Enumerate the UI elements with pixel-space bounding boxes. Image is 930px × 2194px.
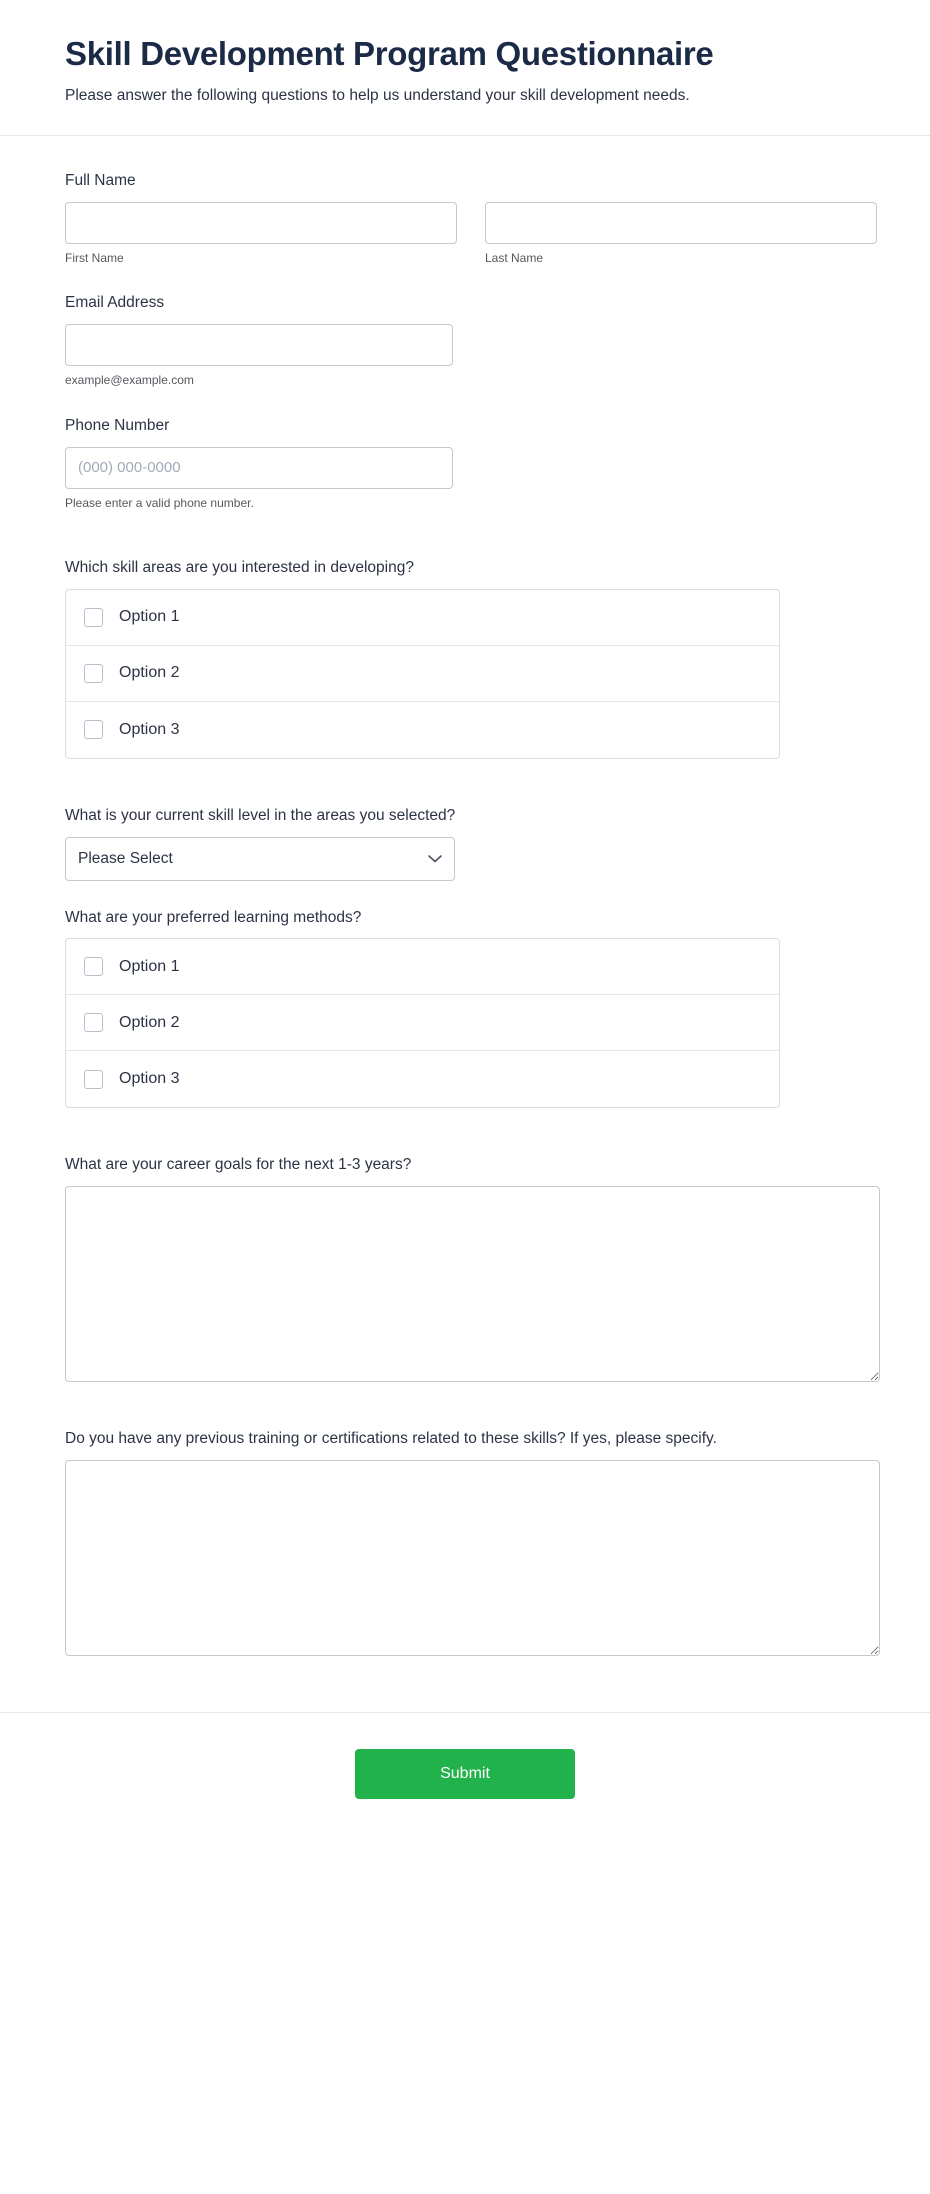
checkbox-row[interactable] xyxy=(66,702,779,758)
form-footer xyxy=(0,1712,930,1843)
form-body xyxy=(0,136,930,1712)
field-full-name xyxy=(65,170,865,266)
checkbox-row[interactable] xyxy=(66,646,779,702)
checkbox-row[interactable] xyxy=(66,1051,779,1107)
field-phone xyxy=(65,415,865,511)
checkbox-row[interactable] xyxy=(66,590,779,646)
field-email xyxy=(65,292,865,388)
checkbox-label: Option 2 xyxy=(119,1013,180,1031)
last-name-sublabel: Last Name xyxy=(485,250,544,265)
form-header xyxy=(0,0,930,136)
previous-training-textarea[interactable] xyxy=(65,1460,880,1656)
email-field[interactable] xyxy=(65,324,453,366)
checkbox-label: Option 3 xyxy=(119,720,180,738)
phone-label: Phone Number xyxy=(65,416,170,434)
submit-button[interactable]: Submit xyxy=(355,1749,575,1799)
skill-level-select-wrap xyxy=(65,837,455,881)
checkbox-label: Option 1 xyxy=(119,608,180,626)
checkbox-icon[interactable] xyxy=(84,957,103,976)
first-name-sublabel: First Name xyxy=(65,250,124,265)
checkbox-label: Option 1 xyxy=(119,957,180,975)
checkbox-label: Option 2 xyxy=(119,664,180,682)
checkbox-icon[interactable] xyxy=(84,1013,103,1032)
field-skill-level xyxy=(65,805,865,881)
checkbox-icon[interactable] xyxy=(84,720,103,739)
page-title: Skill Development Program Questionnaire xyxy=(65,35,714,72)
learning-methods-options xyxy=(65,938,780,1108)
checkbox-icon[interactable] xyxy=(84,608,103,627)
full-name-row xyxy=(65,202,865,267)
email-label: Email Address xyxy=(65,294,165,312)
checkbox-row[interactable] xyxy=(66,995,779,1051)
field-skill-areas xyxy=(65,557,865,759)
field-previous-training xyxy=(65,1428,865,1656)
checkbox-icon[interactable] xyxy=(84,1070,103,1089)
skill-level-label: What is your current skill level in the areas you selected? xyxy=(65,806,456,824)
learning-methods-label: What are your preferred learning methods? xyxy=(65,908,362,926)
skill-level-select[interactable] xyxy=(65,837,455,881)
phone-field[interactable] xyxy=(65,447,453,489)
field-career-goals xyxy=(65,1154,865,1382)
phone-sublabel: Please enter a valid phone number. xyxy=(65,495,254,510)
last-name-input[interactable] xyxy=(485,202,877,244)
skill-areas-options xyxy=(65,589,780,759)
checkbox-row[interactable] xyxy=(66,939,779,995)
first-name-col xyxy=(65,202,457,267)
checkbox-label: Option 3 xyxy=(119,1070,180,1088)
career-goals-textarea[interactable] xyxy=(65,1186,880,1382)
page-subtitle: Please answer the following questions to help us understand your skill development needs. xyxy=(65,86,690,104)
first-name-input[interactable] xyxy=(65,202,457,244)
skill-areas-label: Which skill areas are you interested in developing? xyxy=(65,559,414,577)
full-name-label: Full Name xyxy=(65,171,136,189)
career-goals-label: What are your career goals for the next 1-3 years? xyxy=(65,1156,412,1174)
email-sublabel: example@example.com xyxy=(65,373,194,388)
checkbox-icon[interactable] xyxy=(84,664,103,683)
previous-training-label: Do you have any previous training or certifications related to these skills? If yes, please specify. xyxy=(65,1430,717,1448)
field-learning-methods xyxy=(65,907,865,1109)
last-name-col xyxy=(485,202,877,267)
